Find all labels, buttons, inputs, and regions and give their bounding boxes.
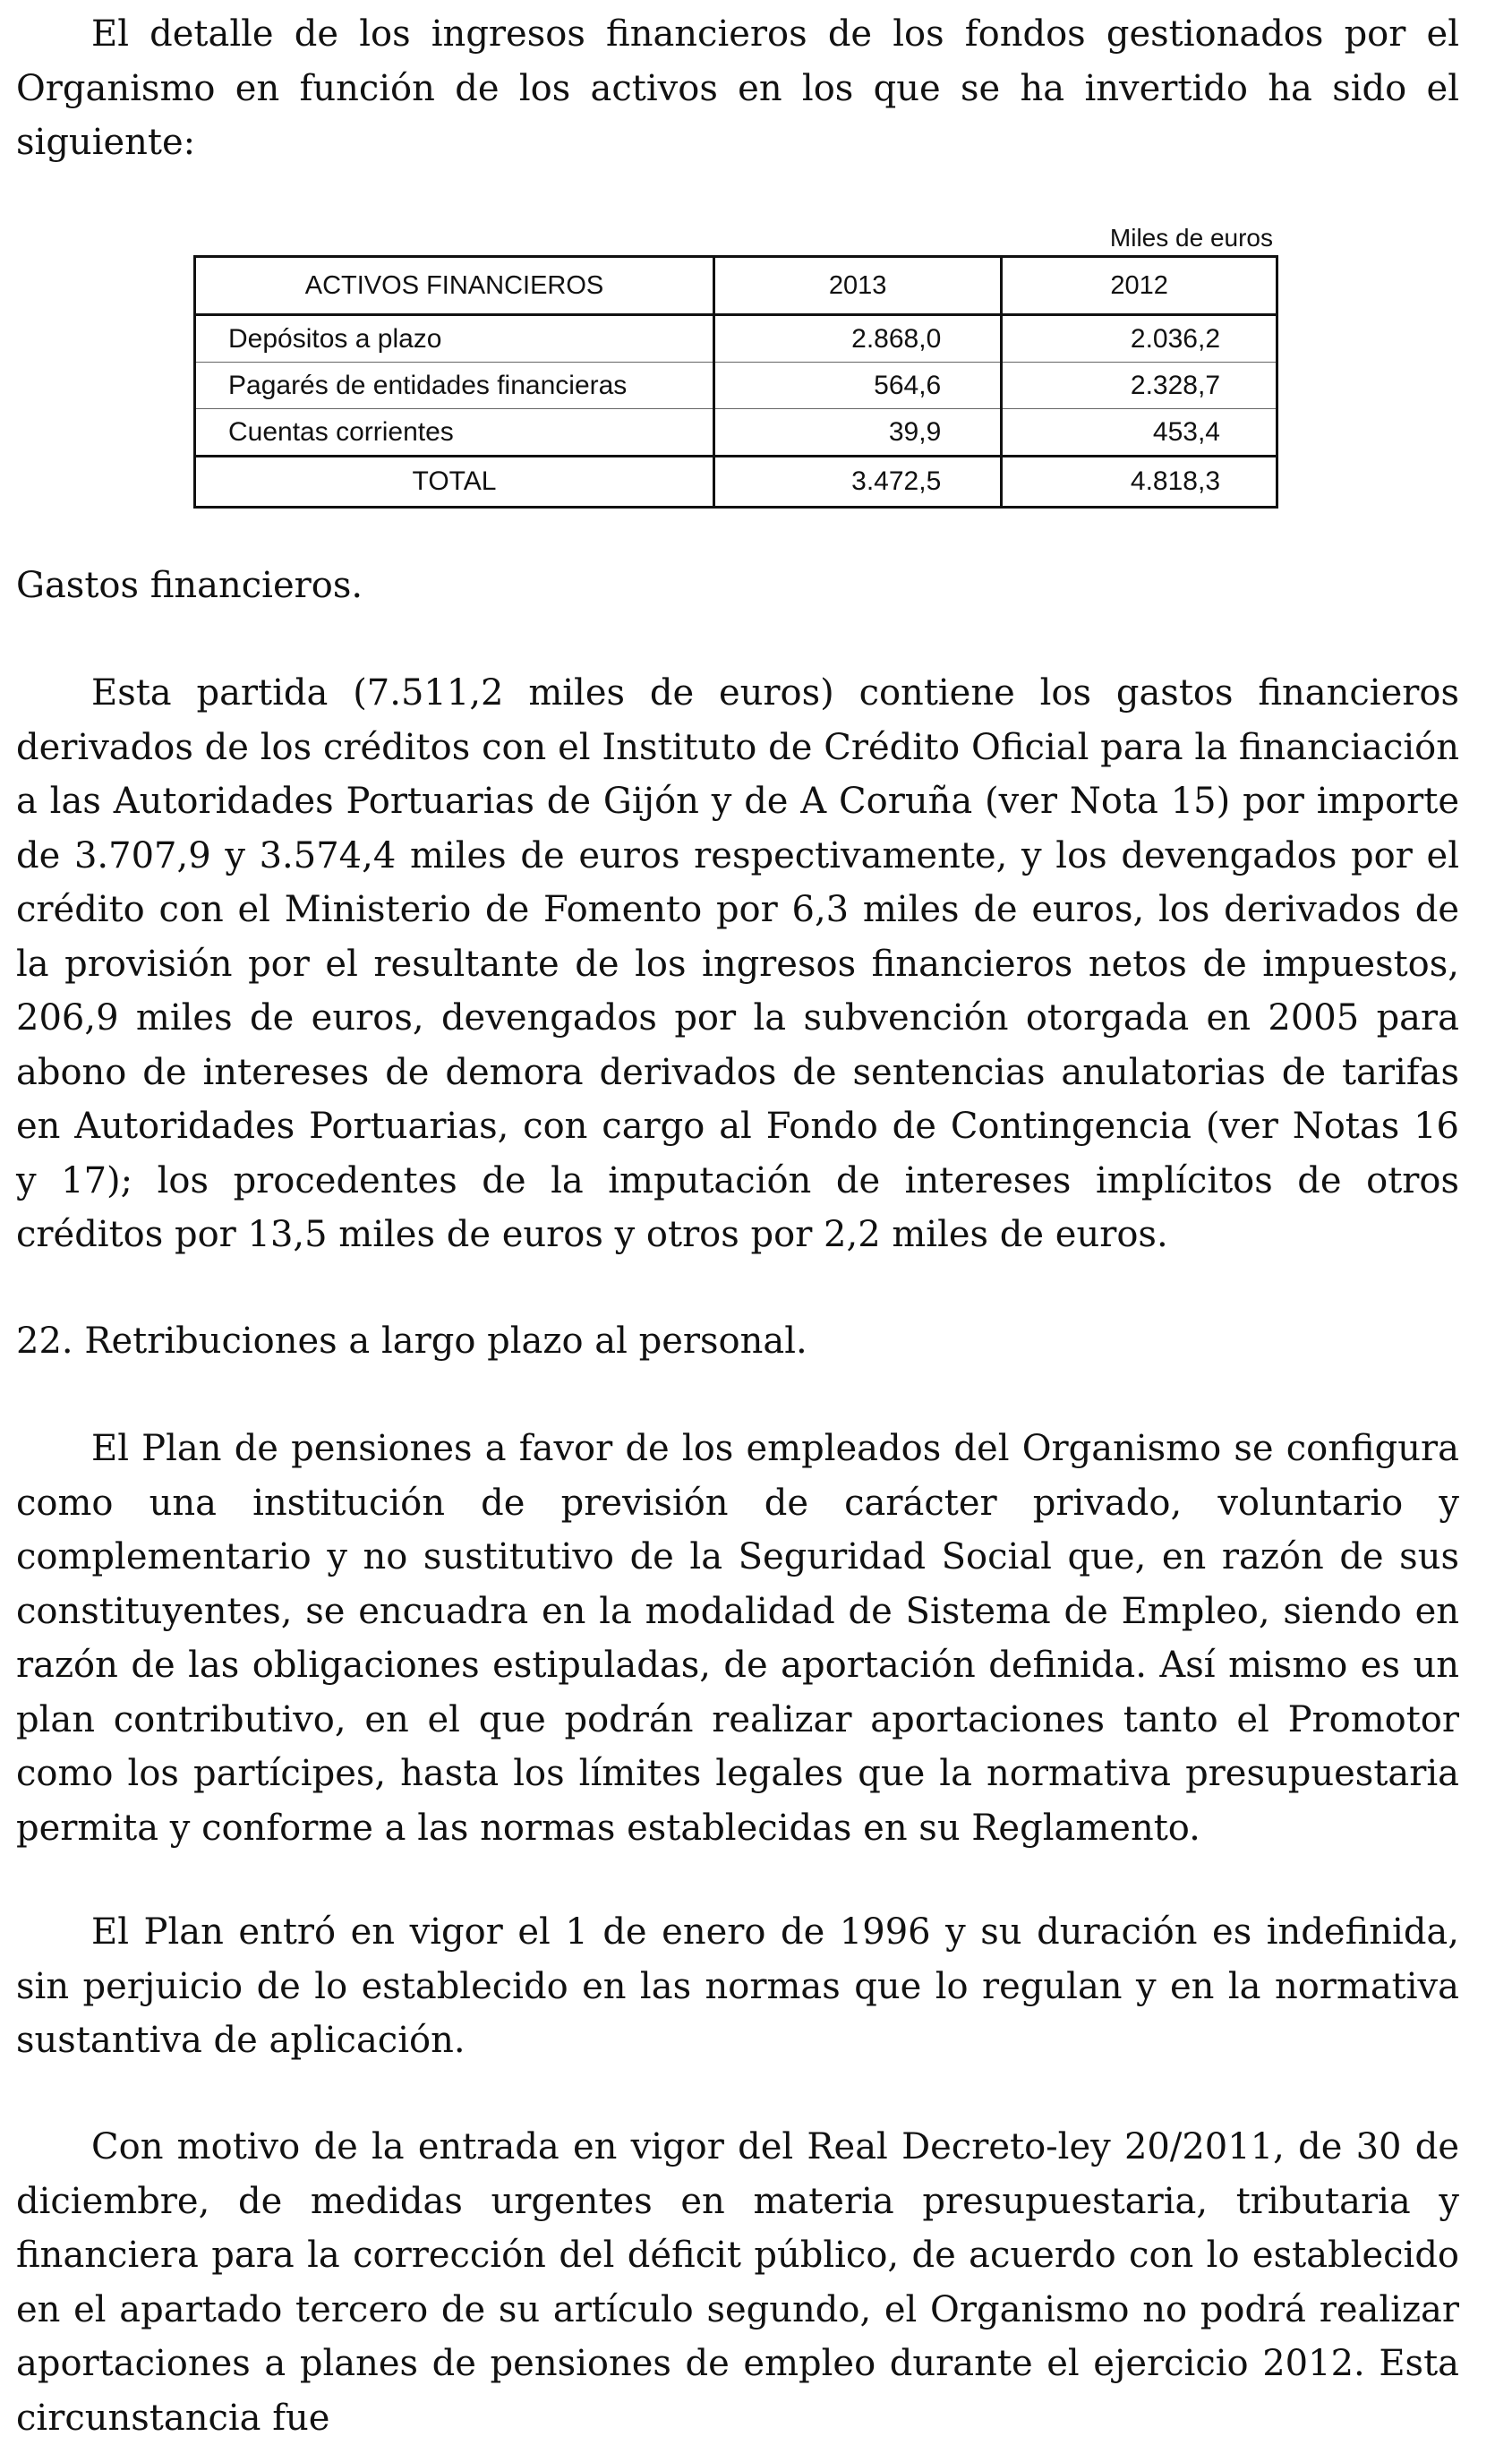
row-value-2013: 2.868,0 bbox=[714, 315, 1002, 363]
row-value-2012: 453,4 bbox=[1002, 409, 1277, 457]
plan-paragraph: El Plan de pensiones a favor de los empleados del Organismo se configura como una institución de previsión de carácter privado, voluntario y complementario y no sustitutivo de la Seguridad Social que, en razón de sus constituyentes, se encuadra en la modalidad de Sistema de Empleo, siendo en razón de las obligaciones estipuladas, de aportación definida. Así mismo es un plan contributivo, en el que podrán realizar aportaciones tanto el Promotor como los partícipes, hasta los límites legales que la normativa presupuestaria permita y conforme a las normas establecidas en su Reglamento. bbox=[16, 1428, 1459, 1849]
row-value-2013: 564,6 bbox=[714, 363, 1002, 409]
table-row bbox=[195, 409, 1277, 457]
financial-assets-table bbox=[193, 255, 1278, 509]
total-value-2012: 4.818,3 bbox=[1002, 457, 1277, 508]
gastos-paragraph: Esta partida (7.511,2 miles de euros) contiene los gastos financieros derivados de los créditos con el Instituto de Crédito Oficial para la financiación a las Autoridades Portuarias de Gijón y de A Coruña (ver Nota 15) por importe de 3.707,9 y 3.574,4 miles de euros respectivamente, y los devengados por el crédito con el Ministerio de Fomento por 6,3 miles de euros, los derivados de la provisión por el resultante de los ingresos financieros netos de impuestos, 206,9 miles de euros, devengados por la subvención otorgada en 2005 para abono de intereses de demora derivados de sentencias anulatorias de tarifas en Autoridades Portuarias, con cargo al Fondo de Contingencia (ver Notas 16 y 17); los procedentes de la imputación de intereses implícitos de otros créditos por 13,5 miles de euros y otros por 2,2 miles de euros. bbox=[16, 672, 1459, 1255]
row-label: Pagarés de entidades financieras bbox=[195, 363, 714, 409]
total-label: TOTAL bbox=[195, 457, 714, 508]
gastos-heading: Gastos financieros. bbox=[16, 565, 363, 606]
header-2012: 2012 bbox=[1002, 257, 1277, 315]
row-value-2013: 39,9 bbox=[714, 409, 1002, 457]
table-total-row bbox=[195, 457, 1277, 508]
intro-paragraph: El detalle de los ingresos financieros de los fondos gestionados por el Organismo en función de los activos en los que se ha invertido ha sido el siguiente: bbox=[16, 13, 1459, 163]
header-activos: ACTIVOS FINANCIEROS bbox=[195, 257, 714, 315]
row-value-2012: 2.036,2 bbox=[1002, 315, 1277, 363]
row-label: Cuentas corrientes bbox=[195, 409, 714, 457]
section-22-heading: 22. Retribuciones a largo plazo al personal. bbox=[16, 1321, 807, 1362]
row-value-2012: 2.328,7 bbox=[1002, 363, 1277, 409]
row-label: Depósitos a plazo bbox=[195, 315, 714, 363]
table-row bbox=[195, 315, 1277, 363]
vigor-paragraph: El Plan entró en vigor el 1 de enero de 1996 y su duración es indefinida, sin perjuicio de lo establecido en las normas que lo regulan y en la normativa sustantiva de aplicación. bbox=[16, 1911, 1459, 2061]
decreto-paragraph: Con motivo de la entrada en vigor del Real Decreto-ley 20/2011, de 30 de diciembre, de medidas urgentes en materia presupuestaria, tributaria y financiera para la corrección del déficit público, de acuerdo con lo establecido en el apartado tercero de su artículo segundo, el Organismo no podrá realizar aportaciones a planes de pensiones de empleo durante el ejercicio 2012. Esta circunstancia fue bbox=[16, 2126, 1459, 2439]
header-2013: 2013 bbox=[714, 257, 1002, 315]
table-row bbox=[195, 363, 1277, 409]
total-value-2013: 3.472,5 bbox=[714, 457, 1002, 508]
table-header-row bbox=[195, 257, 1277, 315]
table-units-label: Miles de euros bbox=[1109, 224, 1273, 252]
